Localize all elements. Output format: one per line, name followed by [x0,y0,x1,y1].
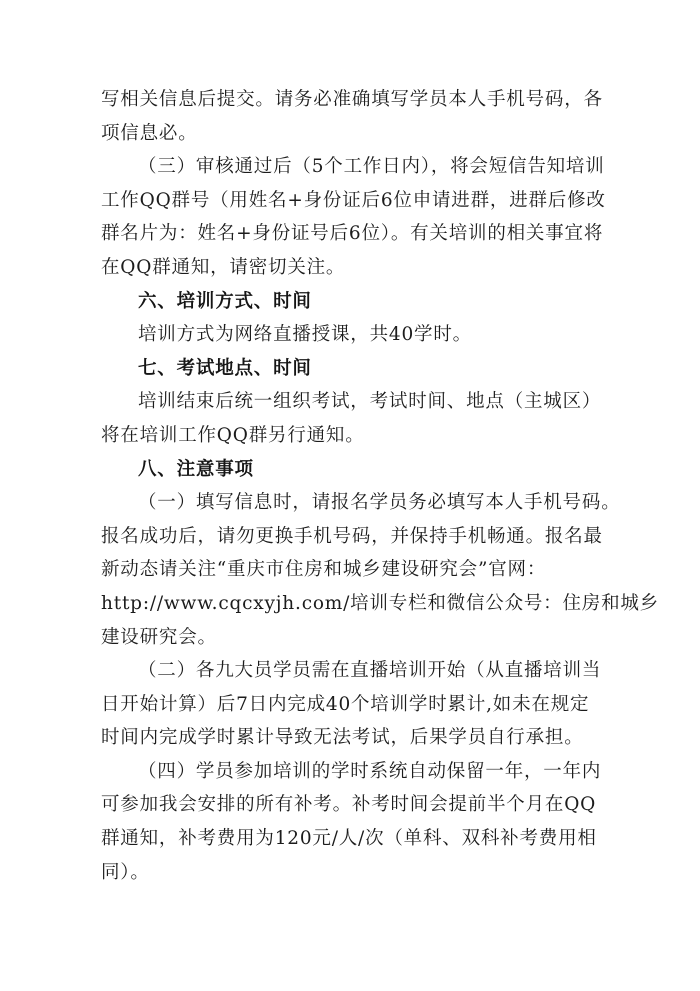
text-line: 将在培训工作QQ群另行通知。 [101,424,365,446]
text-line: （一）填写信息时，请报名学员务必填写本人手机号码。 [138,492,621,514]
text-line: 同）。 [101,861,150,883]
section-heading-notes: 八、注意事项 [138,458,254,480]
text-line: http://www.cqcxyjh.com/培训专栏和微信公众号：住房和城乡 [101,592,659,614]
section-heading-training-method: 六、培训方式、时间 [138,290,312,312]
paragraph-note-4 [101,755,601,889]
text-line: （二）各九大员学员需在直播培训开始（从直播培训当 [138,660,602,682]
paragraph-exam [101,385,601,452]
text-line: 群名片为：姓名+身份证号后6位）。有关培训的相关事宜将 [101,223,604,245]
text-line: 培训结束后统一组织考试，考试时间、地点（主城区） [138,391,602,413]
text-line: （三）审核通过后（5个工作日内），将会短信告知培训 [138,156,605,178]
text-line: 群通知，补考费用为120元/人/次（单科、双科补考费用相 [101,828,597,850]
text-line: 在QQ群通知，请密切关注。 [101,256,346,278]
paragraph-note-2 [101,654,601,755]
paragraph-training-method [101,318,601,352]
paragraph-continued [101,83,601,150]
text-line: 报名成功后，请勿更换手机号码，并保持手机畅通。报名最 [101,525,603,547]
paragraph-review [101,150,606,284]
text-line: 日开始计算）后7日内完成40个培训学时累计,如未在规定 [101,693,590,715]
text-line: 时间内完成学时累计导致无法考试，后果学员自行承担。 [101,727,584,749]
text-line: （四）学员参加培训的学时系统自动保留一年，一年内 [138,760,602,782]
section-heading-exam: 七、考试地点、时间 [138,357,312,379]
text-line: 新动态请关注“重庆市住房和城乡建设研究会”官网： [101,559,547,581]
text-line: 培训方式为网络直播授课，共40学时。 [138,324,472,346]
text-line: 写相关信息后提交。请务必准确填写学员本人手机号码，各 [101,89,603,110]
text-line: 建设研究会。 [101,626,217,648]
paragraph-note-1 [101,486,659,654]
text-line: 工作QQ群号（用姓名+身份证后6位申请进群，进群后修改 [101,189,606,211]
text-line: 项信息必。 [101,122,198,144]
document-body [101,83,659,889]
text-line: 可参加我会安排的所有补考。补考时间会提前半个月在QQ [101,794,597,816]
